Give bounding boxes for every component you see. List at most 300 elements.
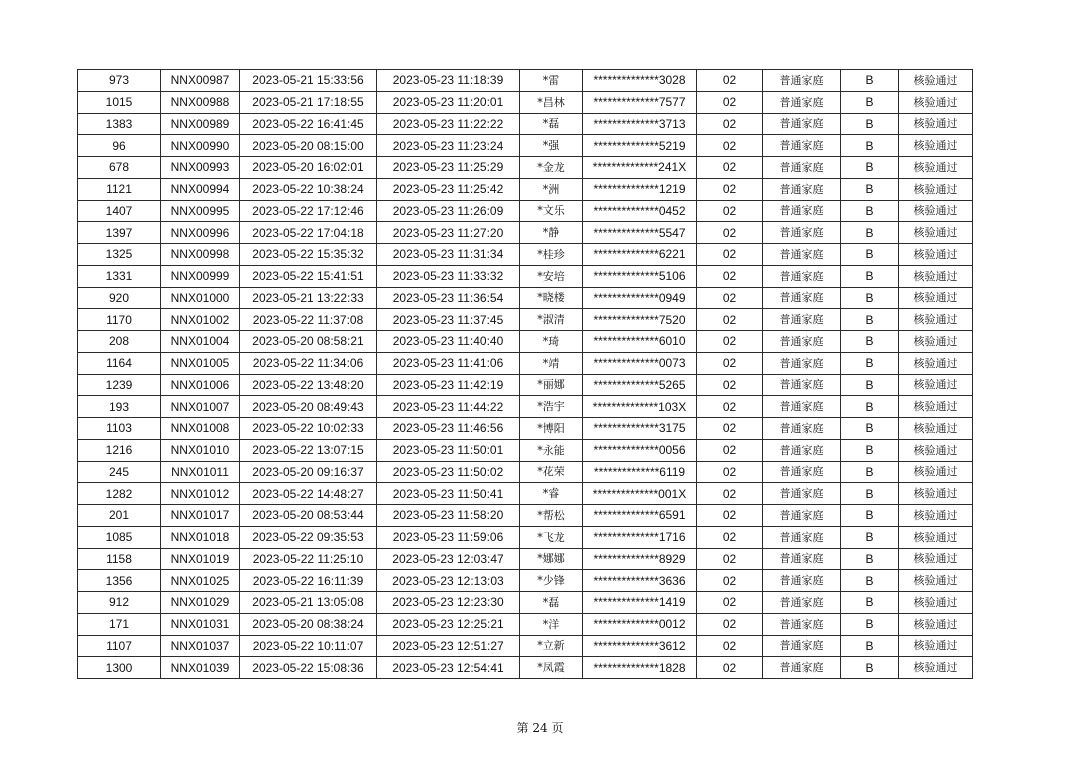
household-type-cell: 普通家庭 <box>763 200 841 222</box>
category-code-cell: 02 <box>697 613 763 635</box>
serial-number-cell: 208 <box>78 331 161 353</box>
applicant-name-cell: *少锋 <box>520 570 583 592</box>
application-time-cell: 2023-05-21 15:33:56 <box>240 70 377 92</box>
table-body <box>78 70 973 679</box>
status-cell: 核验通过 <box>899 439 973 461</box>
review-time-cell: 2023-05-23 12:51:27 <box>377 635 520 657</box>
status-cell: 核验通过 <box>899 200 973 222</box>
applicant-name-cell: *飞龙 <box>520 526 583 548</box>
category-code-cell: 02 <box>697 461 763 483</box>
status-cell: 核验通过 <box>899 309 973 331</box>
application-time-cell: 2023-05-21 13:22:33 <box>240 287 377 309</box>
serial-number-cell: 1121 <box>78 178 161 200</box>
status-cell: 核验通过 <box>899 178 973 200</box>
category-code-cell: 02 <box>697 200 763 222</box>
level-cell: B <box>841 265 899 287</box>
level-cell: B <box>841 309 899 331</box>
review-time-cell: 2023-05-23 11:36:54 <box>377 287 520 309</box>
review-time-cell: 2023-05-23 12:13:03 <box>377 570 520 592</box>
category-code-cell: 02 <box>697 483 763 505</box>
application-time-cell: 2023-05-20 09:16:37 <box>240 461 377 483</box>
category-code-cell: 02 <box>697 178 763 200</box>
application-code-cell: NNX01031 <box>161 613 240 635</box>
category-code-cell: 02 <box>697 635 763 657</box>
review-time-cell: 2023-05-23 11:50:41 <box>377 483 520 505</box>
household-type-cell: 普通家庭 <box>763 374 841 396</box>
id-number-cell: **************3713 <box>583 113 697 135</box>
application-time-cell: 2023-05-21 17:18:55 <box>240 91 377 113</box>
applicant-name-cell: *文乐 <box>520 200 583 222</box>
household-type-cell: 普通家庭 <box>763 352 841 374</box>
table-row <box>78 157 973 179</box>
applicant-name-cell: *睿 <box>520 483 583 505</box>
id-number-cell: **************0949 <box>583 287 697 309</box>
applicant-name-cell: *淑清 <box>520 309 583 331</box>
id-number-cell: **************3028 <box>583 70 697 92</box>
serial-number-cell: 1164 <box>78 352 161 374</box>
applicant-name-cell: *昌林 <box>520 91 583 113</box>
application-time-cell: 2023-05-22 11:25:10 <box>240 548 377 570</box>
review-time-cell: 2023-05-23 11:50:02 <box>377 461 520 483</box>
table-row <box>78 113 973 135</box>
level-cell: B <box>841 526 899 548</box>
serial-number-cell: 1107 <box>78 635 161 657</box>
application-code-cell: NNX01005 <box>161 352 240 374</box>
serial-number-cell: 96 <box>78 135 161 157</box>
household-type-cell: 普通家庭 <box>763 157 841 179</box>
application-code-cell: NNX01029 <box>161 592 240 614</box>
household-type-cell: 普通家庭 <box>763 287 841 309</box>
table-row <box>78 244 973 266</box>
application-code-cell: NNX00987 <box>161 70 240 92</box>
application-time-cell: 2023-05-20 08:53:44 <box>240 505 377 527</box>
serial-number-cell: 1356 <box>78 570 161 592</box>
id-number-cell: **************3175 <box>583 418 697 440</box>
page-number: 第 24 页 <box>516 721 564 735</box>
serial-number-cell: 678 <box>78 157 161 179</box>
id-number-cell: **************0012 <box>583 613 697 635</box>
table-row <box>78 613 973 635</box>
status-cell: 核验通过 <box>899 265 973 287</box>
table-row <box>78 657 973 679</box>
review-time-cell: 2023-05-23 11:23:24 <box>377 135 520 157</box>
table-row <box>78 309 973 331</box>
id-number-cell: **************6221 <box>583 244 697 266</box>
applicant-name-cell: *安培 <box>520 265 583 287</box>
category-code-cell: 02 <box>697 309 763 331</box>
household-type-cell: 普通家庭 <box>763 657 841 679</box>
status-cell: 核验通过 <box>899 613 973 635</box>
level-cell: B <box>841 113 899 135</box>
household-type-cell: 普通家庭 <box>763 70 841 92</box>
level-cell: B <box>841 222 899 244</box>
category-code-cell: 02 <box>697 287 763 309</box>
id-number-cell: **************1716 <box>583 526 697 548</box>
application-time-cell: 2023-05-22 17:04:18 <box>240 222 377 244</box>
level-cell: B <box>841 287 899 309</box>
application-code-cell: NNX01008 <box>161 418 240 440</box>
application-code-cell: NNX01017 <box>161 505 240 527</box>
application-time-cell: 2023-05-22 10:38:24 <box>240 178 377 200</box>
applicant-name-cell: *博阳 <box>520 418 583 440</box>
level-cell: B <box>841 483 899 505</box>
status-cell: 核验通过 <box>899 287 973 309</box>
serial-number-cell: 193 <box>78 396 161 418</box>
status-cell: 核验通过 <box>899 91 973 113</box>
table-row <box>78 70 973 92</box>
household-type-cell: 普通家庭 <box>763 331 841 353</box>
review-time-cell: 2023-05-23 11:26:09 <box>377 200 520 222</box>
application-code-cell: NNX01037 <box>161 635 240 657</box>
status-cell: 核验通过 <box>899 135 973 157</box>
id-number-cell: **************7577 <box>583 91 697 113</box>
applicant-name-cell: *琦 <box>520 331 583 353</box>
category-code-cell: 02 <box>697 439 763 461</box>
level-cell: B <box>841 548 899 570</box>
level-cell: B <box>841 505 899 527</box>
application-code-cell: NNX01011 <box>161 461 240 483</box>
applicant-name-cell: *帮松 <box>520 505 583 527</box>
applicant-name-cell: *凤霞 <box>520 657 583 679</box>
review-time-cell: 2023-05-23 12:54:41 <box>377 657 520 679</box>
table-row <box>78 570 973 592</box>
category-code-cell: 02 <box>697 91 763 113</box>
review-time-cell: 2023-05-23 11:59:06 <box>377 526 520 548</box>
id-number-cell: **************6119 <box>583 461 697 483</box>
application-time-cell: 2023-05-20 08:38:24 <box>240 613 377 635</box>
household-type-cell: 普通家庭 <box>763 505 841 527</box>
application-time-cell: 2023-05-22 11:34:06 <box>240 352 377 374</box>
id-number-cell: **************0056 <box>583 439 697 461</box>
review-time-cell: 2023-05-23 12:23:30 <box>377 592 520 614</box>
table-row <box>78 287 973 309</box>
level-cell: B <box>841 331 899 353</box>
application-code-cell: NNX01006 <box>161 374 240 396</box>
application-time-cell: 2023-05-22 16:41:45 <box>240 113 377 135</box>
application-code-cell: NNX00990 <box>161 135 240 157</box>
serial-number-cell: 201 <box>78 505 161 527</box>
review-time-cell: 2023-05-23 11:50:01 <box>377 439 520 461</box>
status-cell: 核验通过 <box>899 331 973 353</box>
category-code-cell: 02 <box>697 222 763 244</box>
status-cell: 核验通过 <box>899 657 973 679</box>
household-type-cell: 普通家庭 <box>763 418 841 440</box>
category-code-cell: 02 <box>697 418 763 440</box>
application-code-cell: NNX01000 <box>161 287 240 309</box>
application-time-cell: 2023-05-22 11:37:08 <box>240 309 377 331</box>
household-type-cell: 普通家庭 <box>763 635 841 657</box>
id-number-cell: **************7520 <box>583 309 697 331</box>
serial-number-cell: 973 <box>78 70 161 92</box>
applicant-name-cell: *立新 <box>520 635 583 657</box>
application-code-cell: NNX01012 <box>161 483 240 505</box>
review-time-cell: 2023-05-23 11:25:42 <box>377 178 520 200</box>
serial-number-cell: 1216 <box>78 439 161 461</box>
applicant-name-cell: *磊 <box>520 113 583 135</box>
id-number-cell: **************3636 <box>583 570 697 592</box>
table-row <box>78 505 973 527</box>
applicant-name-cell: *靖 <box>520 352 583 374</box>
id-number-cell: **************3612 <box>583 635 697 657</box>
serial-number-cell: 1085 <box>78 526 161 548</box>
applicant-name-cell: *浩宇 <box>520 396 583 418</box>
applicant-name-cell: *丽娜 <box>520 374 583 396</box>
category-code-cell: 02 <box>697 548 763 570</box>
table-row <box>78 91 973 113</box>
category-code-cell: 02 <box>697 592 763 614</box>
household-type-cell: 普通家庭 <box>763 396 841 418</box>
application-code-cell: NNX00988 <box>161 91 240 113</box>
application-time-cell: 2023-05-22 15:41:51 <box>240 265 377 287</box>
category-code-cell: 02 <box>697 157 763 179</box>
applicant-name-cell: *晓楼 <box>520 287 583 309</box>
review-time-cell: 2023-05-23 11:58:20 <box>377 505 520 527</box>
category-code-cell: 02 <box>697 331 763 353</box>
category-code-cell: 02 <box>697 113 763 135</box>
review-time-cell: 2023-05-23 11:46:56 <box>377 418 520 440</box>
status-cell: 核验通过 <box>899 505 973 527</box>
application-time-cell: 2023-05-22 14:48:27 <box>240 483 377 505</box>
household-type-cell: 普通家庭 <box>763 222 841 244</box>
status-cell: 核验通过 <box>899 548 973 570</box>
table-row <box>78 439 973 461</box>
level-cell: B <box>841 418 899 440</box>
status-cell: 核验通过 <box>899 461 973 483</box>
level-cell: B <box>841 135 899 157</box>
table-row <box>78 526 973 548</box>
level-cell: B <box>841 352 899 374</box>
level-cell: B <box>841 91 899 113</box>
level-cell: B <box>841 70 899 92</box>
serial-number-cell: 1282 <box>78 483 161 505</box>
table-row <box>78 135 973 157</box>
id-number-cell: **************1419 <box>583 592 697 614</box>
review-time-cell: 2023-05-23 11:25:29 <box>377 157 520 179</box>
applicant-name-cell: *花荣 <box>520 461 583 483</box>
application-time-cell: 2023-05-22 09:35:53 <box>240 526 377 548</box>
application-time-cell: 2023-05-22 10:11:07 <box>240 635 377 657</box>
application-code-cell: NNX00993 <box>161 157 240 179</box>
application-time-cell: 2023-05-22 15:35:32 <box>240 244 377 266</box>
level-cell: B <box>841 592 899 614</box>
household-type-cell: 普通家庭 <box>763 461 841 483</box>
category-code-cell: 02 <box>697 135 763 157</box>
application-time-cell: 2023-05-20 08:15:00 <box>240 135 377 157</box>
id-number-cell: **************6591 <box>583 505 697 527</box>
category-code-cell: 02 <box>697 244 763 266</box>
id-number-cell: **************8929 <box>583 548 697 570</box>
application-code-cell: NNX01007 <box>161 396 240 418</box>
serial-number-cell: 1015 <box>78 91 161 113</box>
applicant-name-cell: *永能 <box>520 439 583 461</box>
table-row <box>78 635 973 657</box>
status-cell: 核验通过 <box>899 592 973 614</box>
status-cell: 核验通过 <box>899 635 973 657</box>
category-code-cell: 02 <box>697 70 763 92</box>
household-type-cell: 普通家庭 <box>763 178 841 200</box>
review-time-cell: 2023-05-23 11:31:34 <box>377 244 520 266</box>
level-cell: B <box>841 613 899 635</box>
applicant-name-cell: *强 <box>520 135 583 157</box>
application-code-cell: NNX01019 <box>161 548 240 570</box>
level-cell: B <box>841 570 899 592</box>
category-code-cell: 02 <box>697 505 763 527</box>
serial-number-cell: 1103 <box>78 418 161 440</box>
status-cell: 核验通过 <box>899 526 973 548</box>
application-time-cell: 2023-05-22 17:12:46 <box>240 200 377 222</box>
application-code-cell: NNX00999 <box>161 265 240 287</box>
table-row <box>78 200 973 222</box>
application-time-cell: 2023-05-21 13:05:08 <box>240 592 377 614</box>
serial-number-cell: 1331 <box>78 265 161 287</box>
table-row <box>78 331 973 353</box>
level-cell: B <box>841 461 899 483</box>
status-cell: 核验通过 <box>899 244 973 266</box>
table-row <box>78 265 973 287</box>
table-row <box>78 222 973 244</box>
id-number-cell: **************5547 <box>583 222 697 244</box>
serial-number-cell: 1397 <box>78 222 161 244</box>
status-cell: 核验通过 <box>899 570 973 592</box>
serial-number-cell: 1407 <box>78 200 161 222</box>
application-code-cell: NNX01025 <box>161 570 240 592</box>
household-type-cell: 普通家庭 <box>763 613 841 635</box>
review-time-cell: 2023-05-23 11:41:06 <box>377 352 520 374</box>
applicant-name-cell: *雷 <box>520 70 583 92</box>
application-code-cell: NNX01039 <box>161 657 240 679</box>
application-code-cell: NNX00989 <box>161 113 240 135</box>
application-time-cell: 2023-05-22 10:02:33 <box>240 418 377 440</box>
level-cell: B <box>841 635 899 657</box>
applicant-name-cell: *洲 <box>520 178 583 200</box>
application-code-cell: NNX00995 <box>161 200 240 222</box>
status-cell: 核验通过 <box>899 483 973 505</box>
application-code-cell: NNX01002 <box>161 309 240 331</box>
applicant-name-cell: *磊 <box>520 592 583 614</box>
application-code-cell: NNX01018 <box>161 526 240 548</box>
application-code-cell: NNX01010 <box>161 439 240 461</box>
review-time-cell: 2023-05-23 11:18:39 <box>377 70 520 92</box>
application-time-cell: 2023-05-22 13:07:15 <box>240 439 377 461</box>
table-row <box>78 548 973 570</box>
table-row <box>78 396 973 418</box>
application-code-cell: NNX00998 <box>161 244 240 266</box>
table-row <box>78 178 973 200</box>
review-time-cell: 2023-05-23 12:03:47 <box>377 548 520 570</box>
serial-number-cell: 1325 <box>78 244 161 266</box>
table-row <box>78 418 973 440</box>
review-time-cell: 2023-05-23 11:44:22 <box>377 396 520 418</box>
application-time-cell: 2023-05-22 16:11:39 <box>240 570 377 592</box>
review-time-cell: 2023-05-23 11:42:19 <box>377 374 520 396</box>
household-type-cell: 普通家庭 <box>763 309 841 331</box>
category-code-cell: 02 <box>697 396 763 418</box>
application-time-cell: 2023-05-20 08:49:43 <box>240 396 377 418</box>
id-number-cell: **************103X <box>583 396 697 418</box>
serial-number-cell: 1300 <box>78 657 161 679</box>
status-cell: 核验通过 <box>899 352 973 374</box>
id-number-cell: **************5219 <box>583 135 697 157</box>
status-cell: 核验通过 <box>899 396 973 418</box>
table-row <box>78 352 973 374</box>
id-number-cell: **************0073 <box>583 352 697 374</box>
id-number-cell: **************241X <box>583 157 697 179</box>
table-row <box>78 461 973 483</box>
id-number-cell: **************1828 <box>583 657 697 679</box>
data-table <box>77 69 973 679</box>
household-type-cell: 普通家庭 <box>763 439 841 461</box>
category-code-cell: 02 <box>697 570 763 592</box>
application-code-cell: NNX00996 <box>161 222 240 244</box>
household-type-cell: 普通家庭 <box>763 113 841 135</box>
id-number-cell: **************5106 <box>583 265 697 287</box>
serial-number-cell: 245 <box>78 461 161 483</box>
category-code-cell: 02 <box>697 657 763 679</box>
category-code-cell: 02 <box>697 265 763 287</box>
application-code-cell: NNX00994 <box>161 178 240 200</box>
review-time-cell: 2023-05-23 11:40:40 <box>377 331 520 353</box>
serial-number-cell: 912 <box>78 592 161 614</box>
application-time-cell: 2023-05-22 13:48:20 <box>240 374 377 396</box>
status-cell: 核验通过 <box>899 70 973 92</box>
serial-number-cell: 1383 <box>78 113 161 135</box>
category-code-cell: 02 <box>697 374 763 396</box>
applicant-name-cell: *桂珍 <box>520 244 583 266</box>
table-row <box>78 374 973 396</box>
household-type-cell: 普通家庭 <box>763 548 841 570</box>
level-cell: B <box>841 374 899 396</box>
review-time-cell: 2023-05-23 12:25:21 <box>377 613 520 635</box>
table-row <box>78 483 973 505</box>
serial-number-cell: 1158 <box>78 548 161 570</box>
household-type-cell: 普通家庭 <box>763 91 841 113</box>
level-cell: B <box>841 200 899 222</box>
status-cell: 核验通过 <box>899 418 973 440</box>
applicant-name-cell: *静 <box>520 222 583 244</box>
serial-number-cell: 171 <box>78 613 161 635</box>
household-type-cell: 普通家庭 <box>763 483 841 505</box>
status-cell: 核验通过 <box>899 157 973 179</box>
id-number-cell: **************1219 <box>583 178 697 200</box>
application-time-cell: 2023-05-20 16:02:01 <box>240 157 377 179</box>
review-time-cell: 2023-05-23 11:37:45 <box>377 309 520 331</box>
applicant-name-cell: *洋 <box>520 613 583 635</box>
review-time-cell: 2023-05-23 11:22:22 <box>377 113 520 135</box>
table-row <box>78 592 973 614</box>
serial-number-cell: 1170 <box>78 309 161 331</box>
id-number-cell: **************6010 <box>583 331 697 353</box>
level-cell: B <box>841 657 899 679</box>
level-cell: B <box>841 244 899 266</box>
id-number-cell: **************0452 <box>583 200 697 222</box>
household-type-cell: 普通家庭 <box>763 526 841 548</box>
level-cell: B <box>841 178 899 200</box>
level-cell: B <box>841 157 899 179</box>
household-type-cell: 普通家庭 <box>763 592 841 614</box>
household-type-cell: 普通家庭 <box>763 570 841 592</box>
id-number-cell: **************001X <box>583 483 697 505</box>
review-time-cell: 2023-05-23 11:33:32 <box>377 265 520 287</box>
application-time-cell: 2023-05-20 08:58:21 <box>240 331 377 353</box>
serial-number-cell: 1239 <box>78 374 161 396</box>
application-code-cell: NNX01004 <box>161 331 240 353</box>
review-time-cell: 2023-05-23 11:20:01 <box>377 91 520 113</box>
application-time-cell: 2023-05-22 15:08:36 <box>240 657 377 679</box>
household-type-cell: 普通家庭 <box>763 244 841 266</box>
category-code-cell: 02 <box>697 352 763 374</box>
status-cell: 核验通过 <box>899 113 973 135</box>
status-cell: 核验通过 <box>899 374 973 396</box>
